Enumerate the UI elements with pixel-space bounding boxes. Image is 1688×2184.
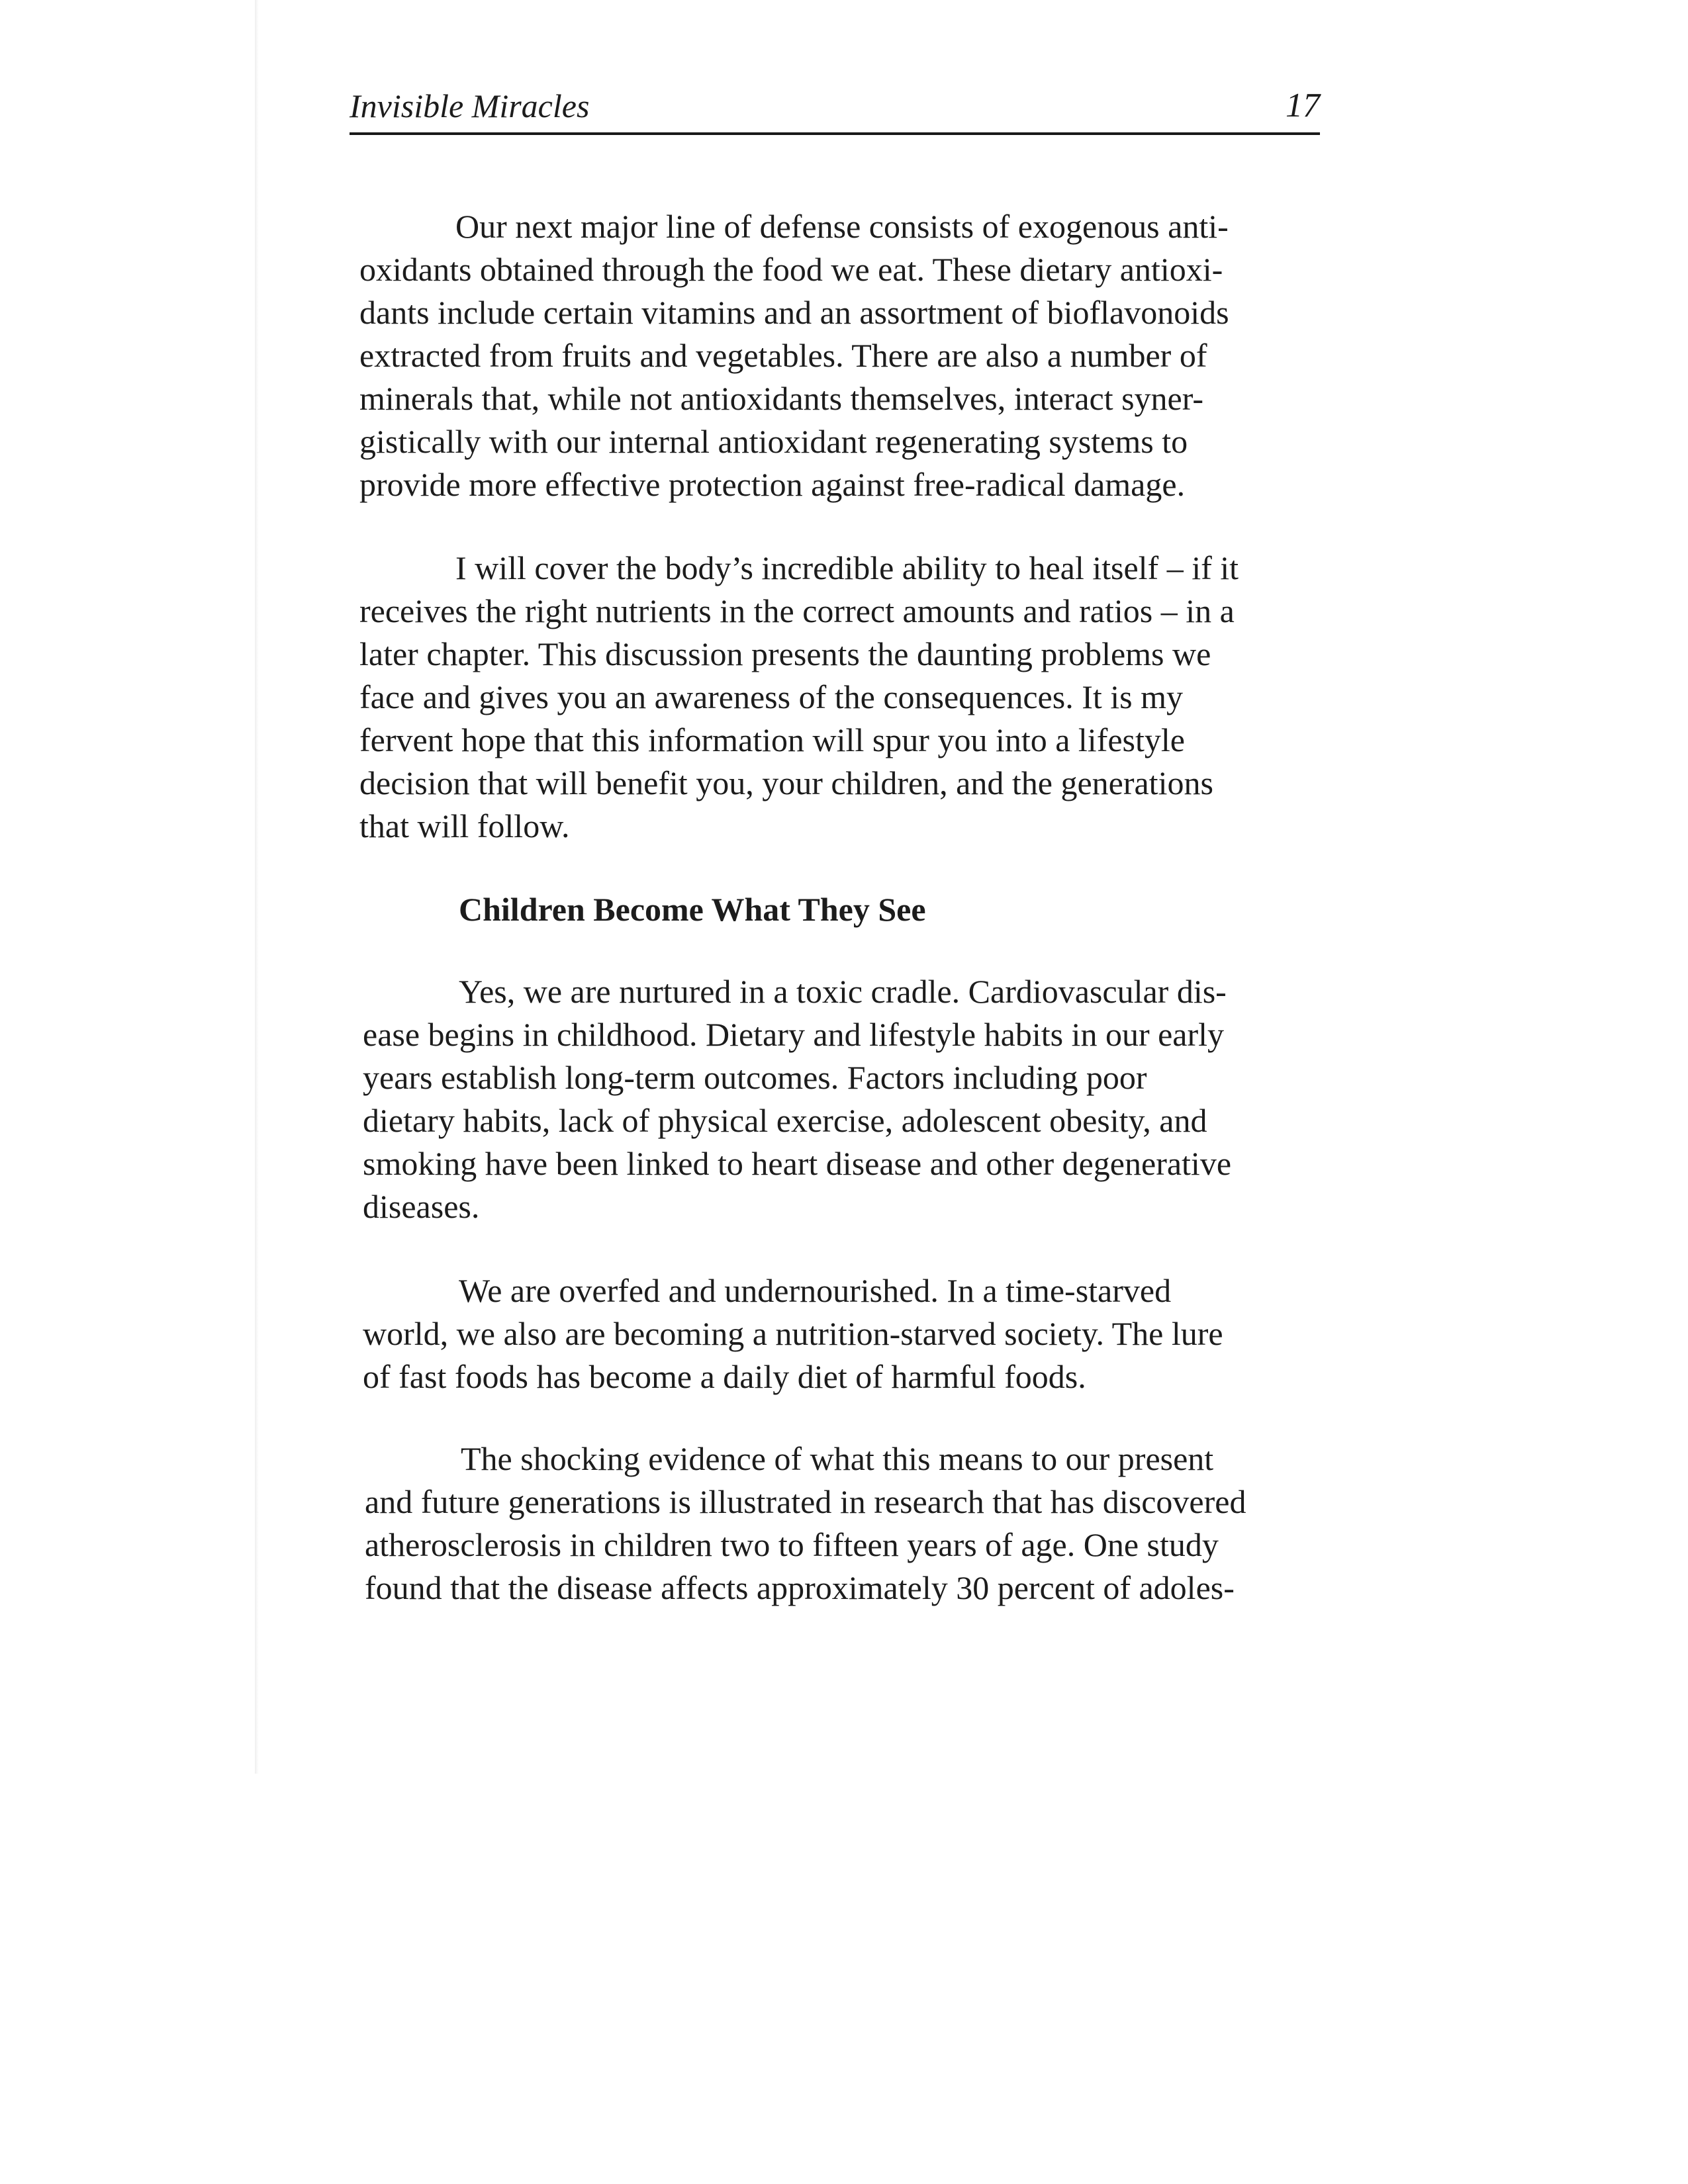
- text-line: minerals that, while not antioxidants themselves, interact syner-: [359, 380, 1204, 417]
- section-heading: Children Become What They See: [459, 891, 926, 928]
- page-number: 17: [1286, 87, 1320, 124]
- paragraph-1: [359, 205, 1229, 506]
- text-line: receives the right nutrients in the correct amounts and ratios – in a: [359, 592, 1235, 629]
- header-rule: [350, 132, 1320, 135]
- text-line: ease begins in childhood. Dietary and lifestyle habits in our early: [363, 1016, 1225, 1053]
- text-line: gistically with our internal antioxidant regenerating systems to: [359, 423, 1188, 460]
- text-line: face and gives you an awareness of the consequences. It is my: [359, 678, 1183, 715]
- text-line: Yes, we are nurtured in a toxic cradle. Cardiovascular dis-: [459, 973, 1227, 1010]
- text-line: smoking have been linked to heart disease and other degenerative: [363, 1145, 1232, 1182]
- paragraph-4: [363, 1269, 1223, 1398]
- page-gutter-shadow: [255, 0, 259, 1774]
- running-head: [350, 79, 1320, 132]
- text-line: oxidants obtained through the food we eat. These dietary antioxi-: [359, 251, 1223, 288]
- text-line: that will follow.: [359, 807, 570, 844]
- paragraph-2: [359, 547, 1239, 848]
- text-line: Our next major line of defense consists of exogenous anti-: [455, 208, 1229, 245]
- text-line: The shocking evidence of what this means to our present: [461, 1440, 1214, 1477]
- text-line: extracted from fruits and vegetables. There are also a number of: [359, 337, 1207, 374]
- text-line: fervent hope that this information will spur you into a lifestyle: [359, 721, 1185, 758]
- text-line: years establish long-term outcomes. Factors including poor: [363, 1059, 1147, 1096]
- text-line: We are overfed and undernourished. In a time-starved: [459, 1272, 1172, 1309]
- text-line: dants include certain vitamins and an assortment of bioflavonoids: [359, 294, 1229, 331]
- text-line: of fast foods has become a daily diet of harmful foods.: [363, 1358, 1086, 1395]
- text-line: I will cover the body’s incredible ability to heal itself – if it: [455, 549, 1239, 586]
- text-line: atherosclerosis in children two to fifteen years of age. One study: [365, 1526, 1219, 1563]
- text-line: diseases.: [363, 1188, 480, 1225]
- paragraph-3: [363, 970, 1231, 1228]
- text-line: later chapter. This discussion presents the daunting problems we: [359, 635, 1211, 672]
- paragraph-5: [365, 1437, 1246, 1610]
- text-line: provide more effective protection against free-radical damage.: [359, 466, 1186, 503]
- text-line: decision that will benefit you, your children, and the generations: [359, 764, 1213, 801]
- running-title: Invisible Miracles: [350, 87, 590, 124]
- text-line: dietary habits, lack of physical exercise, adolescent obesity, and: [363, 1102, 1207, 1139]
- text-line: and future generations is illustrated in research that has discovered: [365, 1483, 1246, 1520]
- text-line: world, we also are becoming a nutrition-starved society. The lure: [363, 1315, 1223, 1352]
- text-line: found that the disease affects approximately 30 percent of adoles-: [365, 1569, 1235, 1606]
